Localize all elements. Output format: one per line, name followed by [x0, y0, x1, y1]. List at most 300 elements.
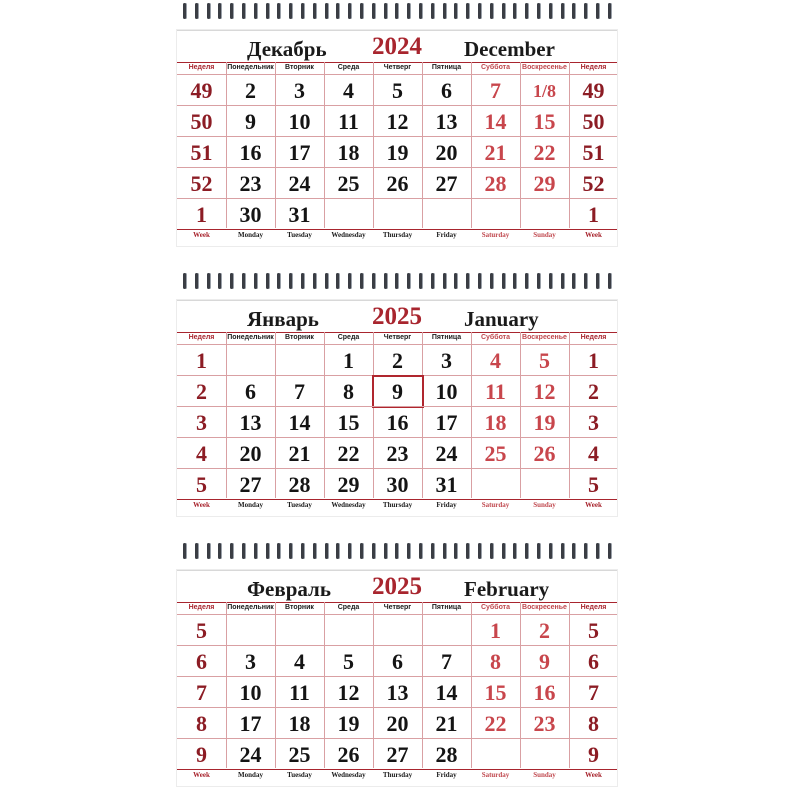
weekday-label-ru: Неделя — [580, 604, 607, 611]
day-cell: 17 — [288, 140, 311, 165]
day-cell: 21 — [484, 140, 507, 165]
weekday-label-ru: Неделя — [188, 604, 215, 611]
binding-ring — [513, 543, 516, 559]
week-number: 2 — [196, 379, 207, 404]
binding-ring — [242, 273, 245, 289]
day-cell — [226, 345, 275, 375]
binding-ring — [254, 543, 257, 559]
week-row — [177, 344, 617, 375]
binding-ring — [207, 3, 210, 19]
day-cell: 4 — [490, 348, 501, 373]
binding-ring — [360, 3, 363, 19]
binding-ring — [348, 3, 351, 19]
weekday-label-en: Week — [193, 501, 210, 509]
month-name-en: February — [464, 577, 550, 601]
day-cell: 25 — [484, 441, 507, 466]
week-row — [177, 738, 617, 769]
week-row — [177, 198, 617, 229]
day-cell: 1 — [490, 618, 501, 643]
day-cell: 13 — [239, 410, 262, 435]
binding-ring — [313, 3, 316, 19]
day-cell: 19 — [386, 140, 409, 165]
binding-ring — [537, 3, 540, 19]
weekday-label-ru: Четверг — [383, 604, 412, 611]
day-cell: 31 — [288, 202, 311, 227]
day-cell: 13 — [386, 680, 409, 705]
day-cell: 18 — [288, 711, 311, 736]
binding-ring — [277, 273, 280, 289]
binding-ring — [537, 543, 540, 559]
weekday-label-en: Week — [193, 771, 210, 779]
spiral-binding — [177, 273, 617, 291]
weekday-label-en: Week — [585, 771, 602, 779]
binding-ring — [443, 3, 446, 19]
day-cell: 27 — [386, 742, 409, 767]
month-name-ru: Февраль — [247, 577, 331, 601]
week-number: 51 — [190, 140, 213, 165]
binding-ring — [608, 543, 611, 559]
day-cell: 11 — [485, 379, 506, 404]
day-cell: 4 — [294, 649, 305, 674]
weekday-label-en: Week — [585, 501, 602, 509]
day-cell: 6 — [441, 78, 452, 103]
day-cell: 29 — [337, 472, 360, 497]
day-cell: 18 — [337, 140, 360, 165]
binding-ring — [407, 543, 410, 559]
day-cell: 8 — [490, 649, 501, 674]
weekday-label-ru: Пятница — [431, 334, 462, 341]
day-cell — [226, 615, 275, 645]
day-cell: 16 — [386, 410, 409, 435]
binding-ring — [384, 3, 387, 19]
day-cell: 14 — [435, 680, 458, 705]
day-cell: 31 — [435, 472, 458, 497]
week-number: 9 — [196, 742, 207, 767]
weekday-label-ru: Суббота — [480, 604, 511, 611]
day-cell: 20 — [239, 441, 262, 466]
binding-ring — [242, 3, 245, 19]
weekday-label-en: Wednesday — [331, 501, 366, 509]
binding-ring — [266, 273, 269, 289]
weekday-label-ru: Понедельник — [227, 64, 274, 71]
day-cell: 26 — [533, 441, 556, 466]
week-number: 5 — [588, 472, 599, 497]
binding-ring — [277, 3, 280, 19]
binding-ring — [608, 273, 611, 289]
binding-ring — [230, 543, 233, 559]
day-cell — [471, 469, 520, 499]
binding-ring — [407, 273, 410, 289]
weekday-footer-en — [177, 229, 617, 241]
binding-ring — [266, 3, 269, 19]
day-cell: 8 — [343, 379, 354, 404]
weekday-label-en: Thursday — [382, 231, 413, 239]
binding-ring — [384, 543, 387, 559]
day-cell: 24 — [288, 171, 311, 196]
binding-ring — [431, 543, 434, 559]
day-cell: 1/8 — [532, 81, 556, 101]
day-cell — [422, 615, 471, 645]
day-cell — [324, 199, 373, 229]
binding-ring — [336, 3, 339, 19]
weekday-label-ru: Неделя — [580, 334, 607, 341]
binding-ring — [502, 543, 505, 559]
day-cell: 19 — [533, 410, 556, 435]
day-cell: 28 — [484, 171, 507, 196]
binding-ring — [596, 273, 599, 289]
month-name-ru: Декабрь — [247, 37, 327, 61]
binding-ring — [242, 543, 245, 559]
weekday-footer-en — [177, 769, 617, 781]
month-panel — [177, 270, 617, 530]
binding-ring — [395, 543, 398, 559]
day-cell: 16 — [239, 140, 262, 165]
binding-ring — [561, 273, 564, 289]
day-cell: 9 — [392, 379, 403, 404]
binding-ring — [195, 3, 198, 19]
binding-ring — [525, 543, 528, 559]
day-cell: 19 — [337, 711, 360, 736]
day-cell: 29 — [533, 171, 556, 196]
binding-ring — [431, 3, 434, 19]
week-row — [177, 167, 617, 198]
week-number: 6 — [196, 649, 207, 674]
binding-ring — [407, 3, 410, 19]
month-year: 2025 — [372, 573, 422, 600]
day-cell: 10 — [288, 109, 311, 134]
day-cell — [520, 199, 569, 229]
binding-ring — [584, 543, 587, 559]
day-cell: 24 — [435, 441, 458, 466]
day-cell: 24 — [239, 742, 262, 767]
day-cell — [324, 615, 373, 645]
weekday-label-en: Sunday — [533, 501, 556, 509]
day-cell: 11 — [289, 680, 310, 705]
day-cell: 14 — [288, 410, 311, 435]
week-number: 1 — [588, 202, 599, 227]
binding-ring — [502, 3, 505, 19]
weekday-label-en: Week — [585, 231, 602, 239]
binding-ring — [266, 543, 269, 559]
weekday-label-ru: Вторник — [285, 334, 314, 341]
day-cell: 20 — [386, 711, 409, 736]
weekday-label-ru: Неделя — [188, 334, 215, 341]
weekday-label-en: Tuesday — [287, 231, 312, 239]
binding-ring — [372, 3, 375, 19]
weekday-label-ru: Воскресенье — [522, 604, 567, 611]
day-cell: 16 — [533, 680, 556, 705]
day-cell: 25 — [288, 742, 311, 767]
week-number: 5 — [196, 472, 207, 497]
month-year: 2024 — [372, 33, 422, 60]
day-cell: 3 — [441, 348, 452, 373]
week-number: 49 — [190, 78, 213, 103]
day-cell: 25 — [337, 171, 360, 196]
weekday-label-ru: Воскресенье — [522, 64, 567, 71]
day-cell: 9 — [539, 649, 550, 674]
day-cell: 17 — [435, 410, 458, 435]
month-year: 2025 — [372, 303, 422, 330]
day-cell: 28 — [435, 742, 458, 767]
binding-ring — [301, 543, 304, 559]
weekday-header-ru — [177, 62, 617, 74]
day-cell: 9 — [245, 109, 256, 134]
weekday-label-en: Week — [193, 231, 210, 239]
day-cell: 21 — [288, 441, 311, 466]
binding-ring — [454, 273, 457, 289]
weekday-label-ru: Среда — [337, 64, 360, 71]
weekday-label-en: Thursday — [382, 501, 413, 509]
today-marker — [372, 375, 424, 408]
day-cell: 15 — [484, 680, 507, 705]
binding-ring — [608, 3, 611, 19]
binding-ring — [572, 273, 575, 289]
week-number: 5 — [196, 618, 207, 643]
weekday-label-ru: Суббота — [480, 334, 511, 341]
binding-ring — [454, 543, 457, 559]
binding-ring — [466, 543, 469, 559]
week-number: 4 — [196, 441, 207, 466]
binding-ring — [584, 273, 587, 289]
month-title — [177, 571, 617, 601]
weekday-label-ru: Среда — [337, 604, 360, 611]
binding-ring — [419, 273, 422, 289]
binding-ring — [301, 3, 304, 19]
month-sheet — [177, 300, 617, 516]
day-cell — [275, 345, 324, 375]
weekday-label-en: Sunday — [533, 771, 556, 779]
day-cell: 2 — [392, 348, 403, 373]
binding-ring — [372, 273, 375, 289]
weekday-label-ru: Четверг — [383, 334, 412, 341]
month-panel — [177, 540, 617, 800]
binding-ring — [207, 543, 210, 559]
day-cell: 4 — [343, 78, 354, 103]
weekday-label-en: Friday — [436, 501, 457, 509]
day-cell: 7 — [490, 78, 501, 103]
week-number: 9 — [588, 742, 599, 767]
week-row — [177, 707, 617, 738]
binding-ring — [183, 543, 186, 559]
weekday-label-ru: Среда — [337, 334, 360, 341]
day-cell: 26 — [386, 171, 409, 196]
month-name-ru: Январь — [247, 307, 319, 331]
binding-ring — [348, 543, 351, 559]
day-cell: 28 — [288, 472, 311, 497]
spiral-binding — [177, 543, 617, 561]
week-number: 52 — [190, 171, 213, 196]
weekday-label-ru: Пятница — [431, 64, 462, 71]
month-name-en: December — [464, 37, 555, 61]
binding-ring — [596, 543, 599, 559]
binding-ring — [431, 273, 434, 289]
month-name-en: January — [464, 307, 539, 331]
binding-ring — [230, 3, 233, 19]
binding-ring — [502, 273, 505, 289]
binding-ring — [419, 3, 422, 19]
binding-ring — [218, 273, 221, 289]
month-title — [177, 31, 617, 61]
week-number: 49 — [582, 78, 605, 103]
week-row — [177, 645, 617, 676]
day-cell: 5 — [539, 348, 550, 373]
binding-ring — [289, 3, 292, 19]
binding-ring — [584, 3, 587, 19]
binding-ring — [372, 543, 375, 559]
binding-ring — [277, 543, 280, 559]
week-row — [177, 614, 617, 645]
day-cell: 3 — [245, 649, 256, 674]
binding-ring — [466, 3, 469, 19]
day-cell: 12 — [337, 680, 360, 705]
day-cell: 23 — [239, 171, 262, 196]
binding-ring — [254, 3, 257, 19]
weekday-label-ru: Неделя — [188, 64, 215, 71]
weekday-label-en: Sunday — [533, 231, 556, 239]
binding-ring — [254, 273, 257, 289]
weekday-label-en: Wednesday — [331, 771, 366, 779]
day-cell: 7 — [294, 379, 305, 404]
binding-ring — [325, 543, 328, 559]
week-number: 1 — [588, 348, 599, 373]
weekday-label-ru: Понедельник — [227, 334, 274, 341]
week-number: 3 — [588, 410, 599, 435]
day-cell: 27 — [435, 171, 458, 196]
month-panel — [177, 0, 617, 260]
spiral-binding — [177, 3, 617, 21]
week-number: 6 — [588, 649, 599, 674]
weekday-label-en: Tuesday — [287, 771, 312, 779]
day-cell: 22 — [484, 711, 507, 736]
day-cell — [520, 739, 569, 769]
day-cell: 22 — [533, 140, 556, 165]
weekday-label-en: Saturday — [481, 771, 510, 779]
binding-ring — [360, 543, 363, 559]
day-cell: 10 — [239, 680, 262, 705]
day-cell — [373, 199, 422, 229]
day-cell: 3 — [294, 78, 305, 103]
day-cell — [373, 615, 422, 645]
weekday-label-ru: Пятница — [431, 604, 462, 611]
binding-ring — [525, 273, 528, 289]
weekday-label-en: Monday — [238, 501, 263, 509]
binding-ring — [218, 3, 221, 19]
binding-ring — [549, 543, 552, 559]
binding-ring — [289, 273, 292, 289]
binding-ring — [443, 543, 446, 559]
day-cell: 15 — [533, 109, 556, 134]
day-cell: 30 — [239, 202, 262, 227]
binding-ring — [561, 3, 564, 19]
binding-ring — [419, 543, 422, 559]
day-cell: 23 — [386, 441, 409, 466]
day-cell: 10 — [435, 379, 458, 404]
weekday-label-ru: Понедельник — [227, 604, 274, 611]
week-number: 1 — [196, 348, 207, 373]
weekday-label-ru: Неделя — [580, 64, 607, 71]
weekday-footer-en — [177, 499, 617, 511]
weekday-label-en: Saturday — [481, 501, 510, 509]
week-row — [177, 676, 617, 707]
binding-ring — [478, 273, 481, 289]
binding-ring — [395, 3, 398, 19]
binding-ring — [336, 273, 339, 289]
week-number: 1 — [196, 202, 207, 227]
week-number: 5 — [588, 618, 599, 643]
binding-ring — [490, 273, 493, 289]
week-number: 7 — [196, 680, 207, 705]
binding-ring — [301, 273, 304, 289]
binding-ring — [336, 543, 339, 559]
weekday-label-en: Tuesday — [287, 501, 312, 509]
day-cell: 23 — [533, 711, 556, 736]
day-cell — [520, 469, 569, 499]
binding-ring — [549, 3, 552, 19]
binding-ring — [572, 543, 575, 559]
day-cell: 22 — [337, 441, 360, 466]
binding-ring — [561, 543, 564, 559]
day-cell: 17 — [239, 711, 262, 736]
week-row — [177, 74, 617, 105]
weekday-label-en: Saturday — [481, 231, 510, 239]
week-number: 50 — [190, 109, 213, 134]
day-cell: 2 — [245, 78, 256, 103]
binding-ring — [218, 543, 221, 559]
weekday-label-en: Friday — [436, 771, 457, 779]
binding-ring — [537, 273, 540, 289]
weekday-label-en: Thursday — [382, 771, 413, 779]
weekday-label-en: Friday — [436, 231, 457, 239]
day-cell: 1 — [343, 348, 354, 373]
weekday-label-ru: Вторник — [285, 604, 314, 611]
day-cell: 15 — [337, 410, 360, 435]
binding-ring — [513, 3, 516, 19]
day-cell — [275, 615, 324, 645]
weekday-label-ru: Суббота — [480, 64, 511, 71]
binding-ring — [230, 273, 233, 289]
weekday-label-en: Monday — [238, 231, 263, 239]
weekday-label-ru: Вторник — [285, 64, 314, 71]
day-cell: 12 — [386, 109, 409, 134]
binding-ring — [454, 3, 457, 19]
weekday-label-ru: Воскресенье — [522, 334, 567, 341]
day-cell: 5 — [392, 78, 403, 103]
weekday-label-en: Monday — [238, 771, 263, 779]
binding-ring — [478, 543, 481, 559]
binding-ring — [466, 273, 469, 289]
day-cell: 14 — [484, 109, 507, 134]
day-cell — [471, 739, 520, 769]
binding-ring — [490, 543, 493, 559]
day-cell: 18 — [484, 410, 507, 435]
binding-ring — [195, 543, 198, 559]
week-number: 3 — [196, 410, 207, 435]
binding-ring — [443, 273, 446, 289]
binding-ring — [313, 543, 316, 559]
binding-ring — [549, 273, 552, 289]
binding-ring — [207, 273, 210, 289]
week-number: 8 — [196, 711, 207, 736]
day-cell: 26 — [337, 742, 360, 767]
binding-ring — [183, 3, 186, 19]
week-number: 7 — [588, 680, 599, 705]
week-row — [177, 437, 617, 468]
binding-ring — [325, 3, 328, 19]
day-cell — [471, 199, 520, 229]
day-cell: 27 — [239, 472, 262, 497]
binding-ring — [596, 3, 599, 19]
month-sheet — [177, 570, 617, 786]
